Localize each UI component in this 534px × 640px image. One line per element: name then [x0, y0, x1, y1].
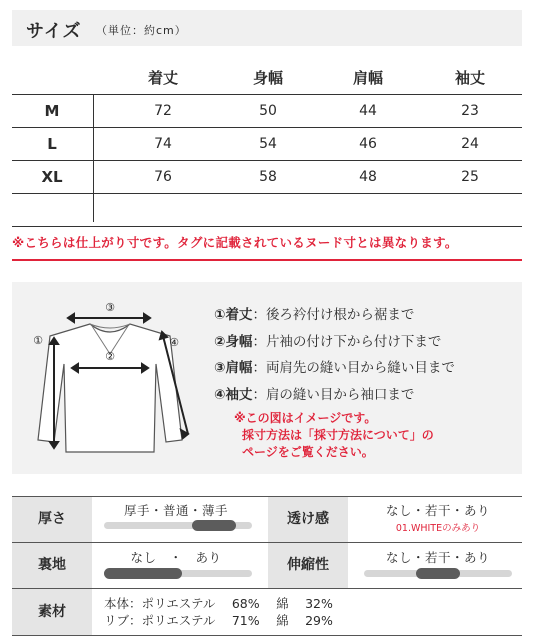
note-underline [12, 259, 522, 261]
marker-width: ② [105, 350, 115, 363]
image-note-line: 採寸方法は「採寸方法について」の [242, 428, 434, 442]
material-line: 本体：ポリエステル 68% 綿 32% [104, 596, 333, 611]
column-header: 着丈 [147, 69, 178, 87]
shirt-outline [38, 324, 182, 452]
thickness-indicator [192, 520, 236, 531]
material-line: リブ：ポリエステル 71% 綿 29% [104, 613, 333, 628]
column-header: 袖丈 [454, 69, 485, 87]
stretch-indicator [416, 568, 460, 579]
lining-indicator [104, 568, 182, 579]
thickness-options: 厚手・普通・薄手 [123, 503, 228, 518]
legend-item: ②身幅：片袖の付け下から付け下まで [214, 333, 442, 350]
size-label: XL [41, 168, 63, 186]
legend-item: ④袖丈：肩の縫い目から袖口まで [214, 386, 415, 403]
shirt-diagram [32, 292, 202, 472]
table-cell: 50 [259, 103, 277, 119]
column-header: 肩幅 [352, 69, 383, 87]
table-cell: 54 [259, 136, 277, 152]
table-row [12, 128, 522, 161]
grid-line [12, 635, 522, 636]
size-label: L [47, 135, 57, 153]
measure-legend [214, 302, 455, 408]
unit-label: （単位：約cm） [96, 24, 187, 37]
stretch-label: 伸縮性 [268, 543, 348, 588]
table-cell: 24 [461, 136, 479, 152]
lining-options: なし ・ あり [130, 550, 222, 565]
image-note-line: ※この図はイメージです。 [234, 411, 377, 425]
table-row [12, 161, 522, 194]
table-cell: 76 [154, 169, 172, 185]
table-cell: 25 [461, 169, 479, 185]
table-divider [93, 94, 94, 222]
table-cell: 48 [359, 169, 377, 185]
marker-sleeve: ④ [169, 336, 179, 349]
section-title: サイズ [26, 21, 82, 42]
material-label: 素材 [12, 589, 92, 635]
table-cell: 46 [359, 136, 377, 152]
sheer-sub-note: 01.WHITEのみあり [395, 523, 481, 534]
table-cell: 44 [359, 103, 377, 119]
table-cell: 74 [154, 136, 172, 152]
lining-label: 裏地 [12, 543, 92, 588]
legend-item: ③肩幅：両肩先の縫い目から縫い目まで [214, 360, 455, 376]
table-header-row [12, 62, 522, 95]
size-table [12, 62, 522, 227]
size-header [12, 10, 522, 46]
stretch-options: なし・若干・あり [385, 550, 490, 565]
sheer-label: 透け感 [268, 497, 348, 542]
table-cell: 23 [461, 103, 479, 119]
table-cell: 58 [259, 169, 277, 185]
marker-length: ① [33, 334, 43, 347]
table-cell: 72 [154, 103, 172, 119]
finish-size-note: ※こちらは仕上がり寸です。タグに記載されているヌード寸とは異なります。 [12, 235, 458, 250]
table-row [12, 95, 522, 128]
size-label: M [44, 102, 60, 120]
legend-item: ①着丈：後ろ衿付け根から裾まで [214, 307, 415, 323]
marker-shoulder: ③ [105, 301, 115, 314]
sheer-options: なし・若干・あり [385, 503, 490, 518]
image-note-line: ページをご覧ください。 [242, 445, 374, 459]
column-header: 身幅 [252, 69, 283, 87]
attribute-grid [12, 496, 522, 636]
table-row-empty [12, 194, 522, 227]
thickness-label: 厚さ [12, 497, 92, 542]
image-note [234, 410, 434, 461]
